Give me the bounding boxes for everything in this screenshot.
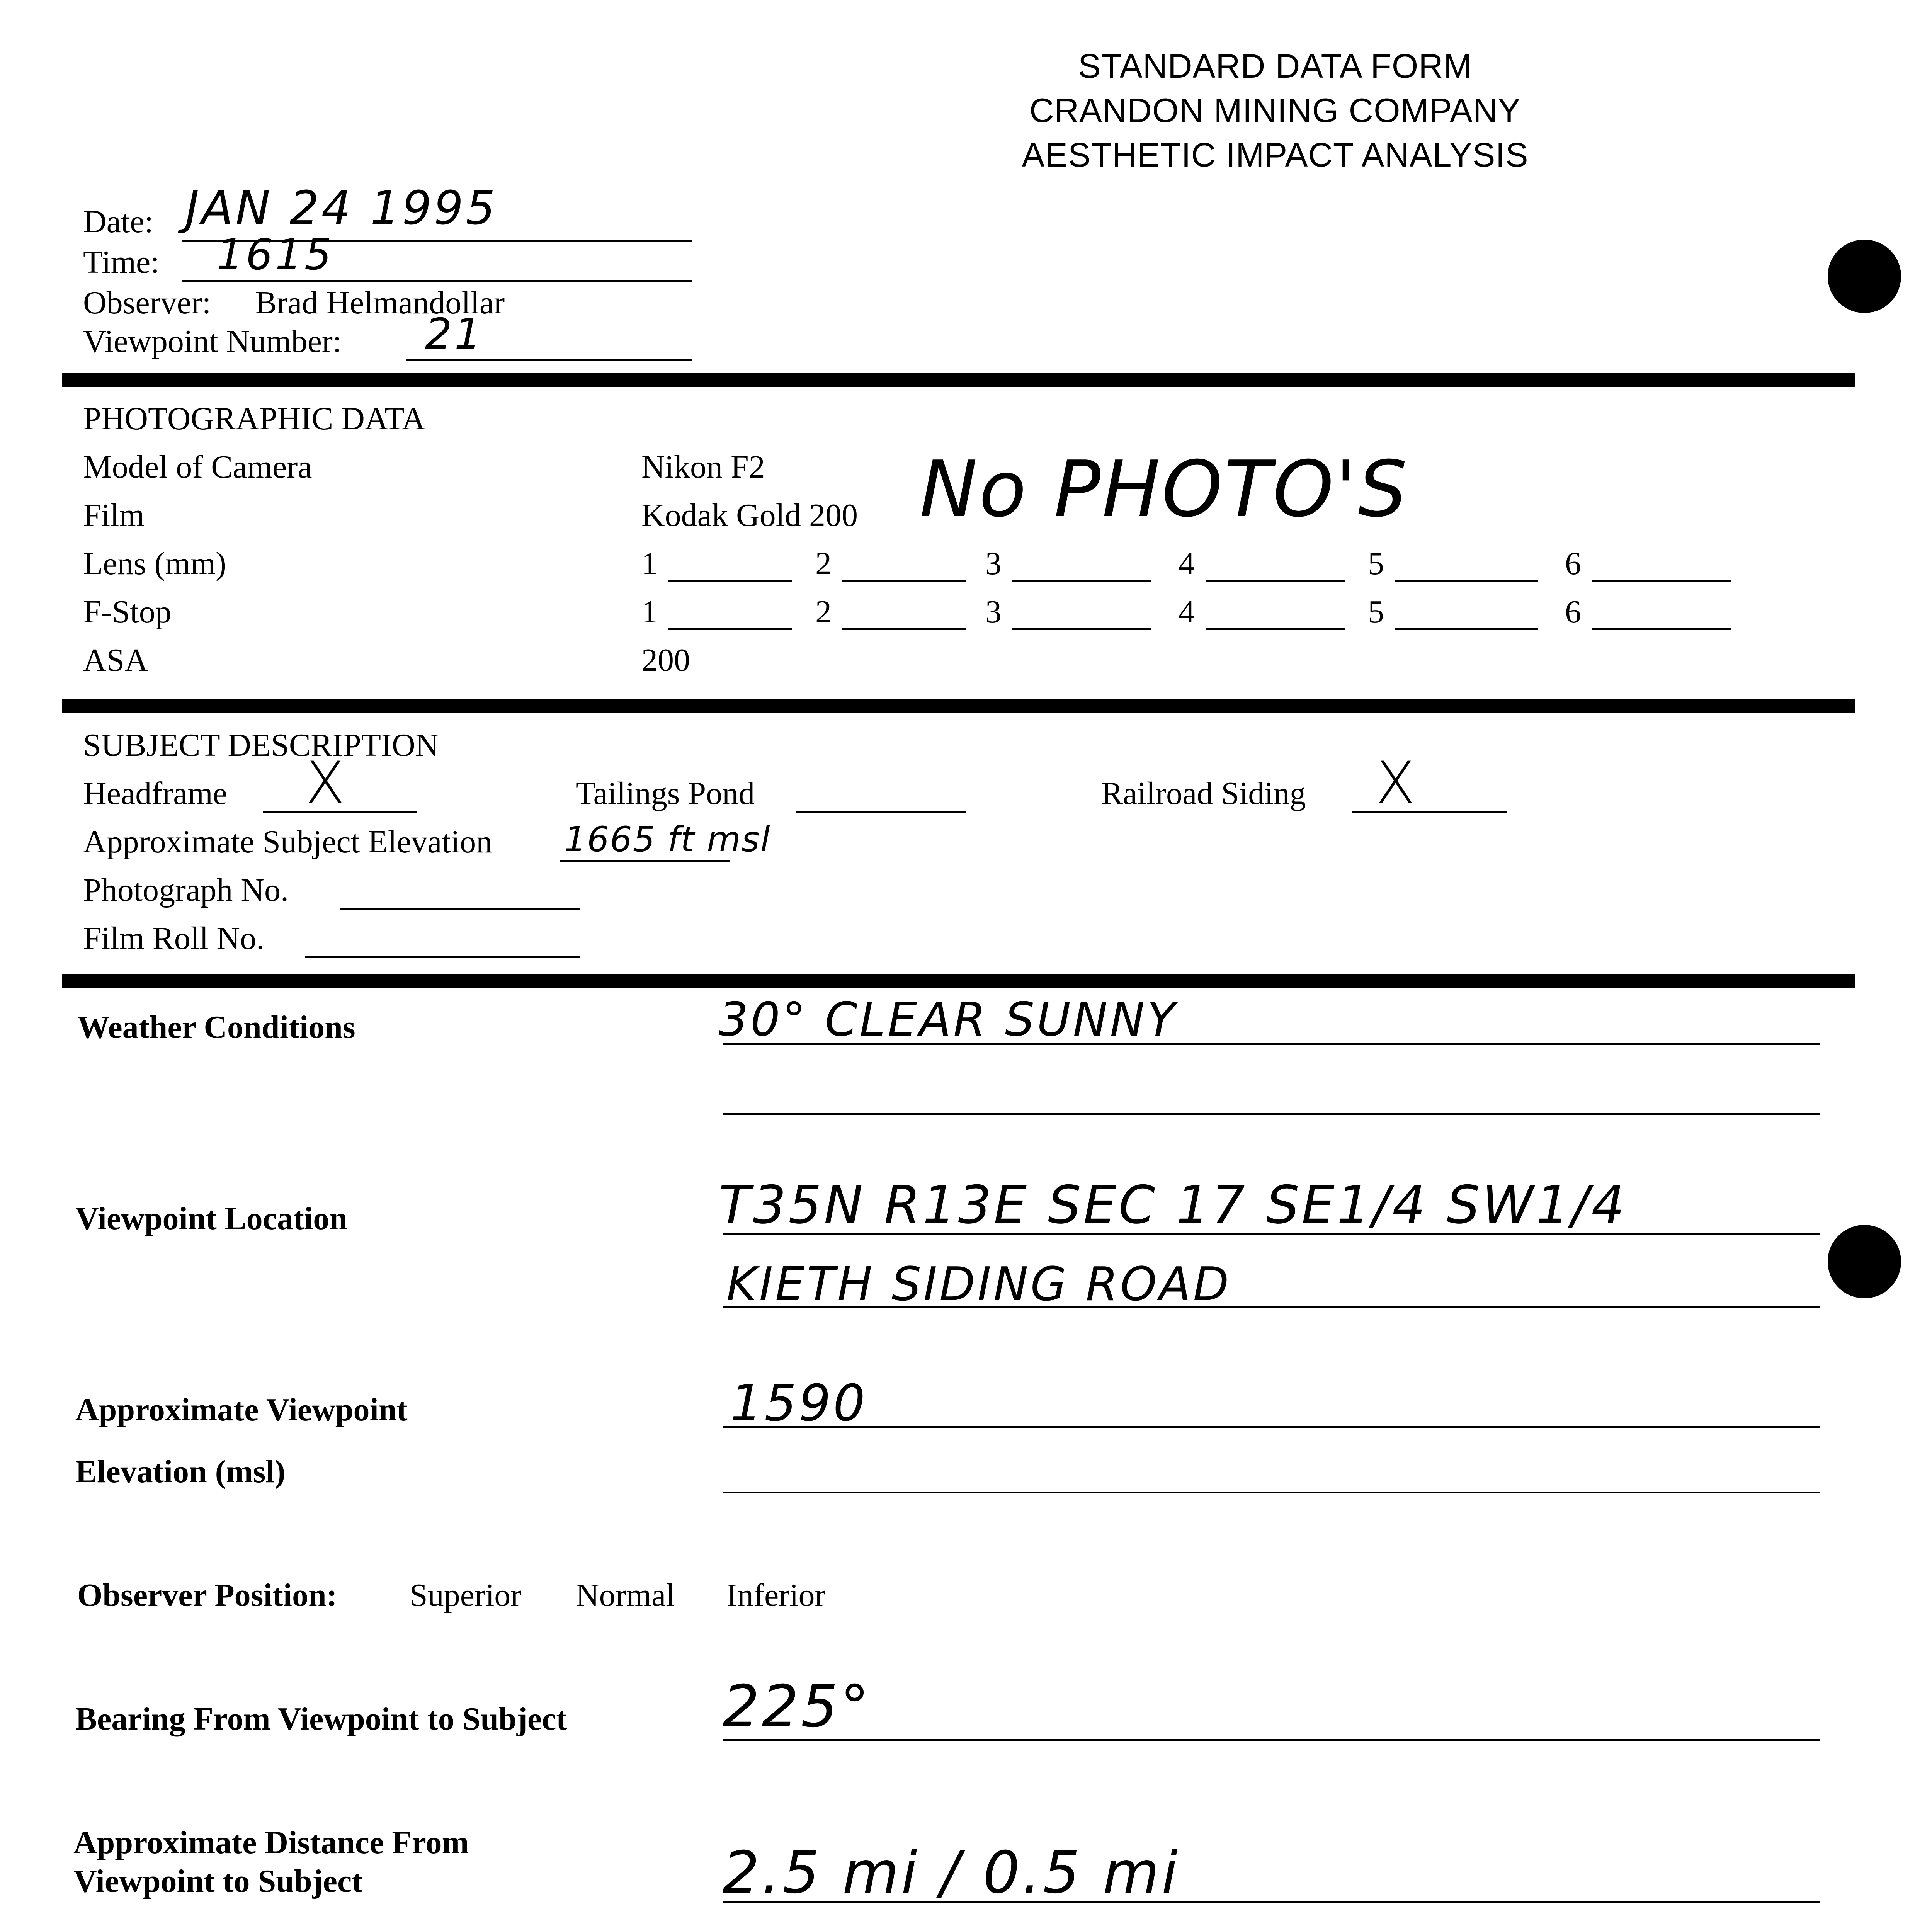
elevation-line-2 [723, 1492, 1820, 1493]
weather-label: Weather Conditions [77, 1009, 355, 1045]
date-value: JAN 24 1995 [185, 182, 498, 235]
headframe-mark: X [305, 750, 345, 817]
punch-hole-middle [1828, 1225, 1901, 1298]
subject-elevation-value: 1665 ft msl [564, 819, 771, 860]
asa-label: ASA [83, 642, 148, 678]
form-title: STANDARD DATA FORM [1078, 47, 1473, 85]
viewpoint-location-label: Viewpoint Location [75, 1201, 347, 1236]
film-value: Kodak Gold 200 [641, 497, 858, 533]
bearing-line [723, 1739, 1820, 1741]
fstop-slot-2-line [842, 628, 966, 630]
photographic-data-title: PHOTOGRAPHIC DATA [83, 401, 425, 437]
subject-elevation-line [560, 860, 730, 862]
section-divider-1 [62, 373, 1855, 387]
position-normal: Normal [576, 1577, 675, 1613]
camera-label: Model of Camera [83, 449, 312, 485]
viewpoint-elevation-label-2: Elevation (msl) [75, 1454, 286, 1490]
tailings-pond-line [796, 811, 966, 813]
film-roll-label: Film Roll No. [83, 920, 265, 956]
film-roll-line [305, 956, 580, 958]
distance-value: 2.5 mi / 0.5 mi [723, 1839, 1180, 1906]
fstop-slot-3-number: 3 [985, 594, 1002, 630]
viewpoint-elevation-value: 1590 [730, 1374, 867, 1432]
photograph-number-label: Photograph No. [83, 872, 289, 908]
bearing-label: Bearing From Viewpoint to Subject [75, 1701, 567, 1737]
fstop-slot-5-number: 5 [1368, 594, 1384, 630]
observer-position-label: Observer Position: [77, 1577, 337, 1613]
viewpoint-number-line [406, 359, 692, 361]
section-divider-3 [62, 974, 1855, 988]
railroad-siding-mark: X [1376, 750, 1415, 817]
lens-slot-4-number: 4 [1179, 546, 1195, 582]
observer-label: Observer: [83, 285, 211, 321]
lens-slot-5-line [1395, 580, 1538, 582]
film-label: Film [83, 497, 145, 533]
camera-value: Nikon F2 [641, 449, 765, 485]
lens-slot-6-line [1592, 580, 1731, 582]
section-divider-2 [62, 699, 1855, 713]
elevation-line-1 [723, 1426, 1820, 1428]
fstop-slot-6-number: 6 [1565, 594, 1581, 630]
time-value: 1615 [216, 230, 334, 279]
no-photos-note: No PHOTO'S [920, 444, 1409, 534]
railroad-siding-label: Railroad Siding [1101, 776, 1306, 811]
viewpoint-number-label: Viewpoint Number: [83, 323, 342, 359]
location-value-1: T35N R13E SEC 17 SE1/4 SW1/4 [719, 1175, 1627, 1235]
weather-value: 30° CLEAR SUNNY [719, 993, 1178, 1047]
fstop-label: F-Stop [83, 594, 172, 630]
lens-slot-4-line [1206, 580, 1345, 582]
headframe-label: Headframe [83, 776, 228, 811]
location-value-2: KIETH SIDING ROAD [726, 1258, 1231, 1311]
viewpoint-elevation-label-1: Approximate Viewpoint [75, 1392, 408, 1428]
position-superior: Superior [410, 1577, 522, 1613]
lens-slot-6-number: 6 [1565, 546, 1581, 582]
lens-slot-2-line [842, 580, 966, 582]
distance-label-2: Viewpoint to Subject [73, 1863, 363, 1899]
bearing-value: 225° [723, 1673, 872, 1740]
viewpoint-number-value: 21 [425, 309, 484, 359]
fstop-slot-6-line [1592, 628, 1731, 630]
tailings-pond-label: Tailings Pond [576, 776, 755, 811]
fstop-slot-2-number: 2 [815, 594, 832, 630]
weather-line-2 [723, 1113, 1820, 1115]
distance-label-1: Approximate Distance From [73, 1825, 469, 1861]
asa-value: 200 [641, 642, 690, 678]
fstop-slot-1-line [668, 628, 792, 630]
position-inferior: Inferior [726, 1577, 826, 1613]
lens-slot-2-number: 2 [815, 546, 832, 582]
fstop-slot-4-number: 4 [1179, 594, 1195, 630]
photograph-number-line [340, 908, 580, 910]
lens-slot-3-line [1012, 580, 1151, 582]
fstop-slot-5-line [1395, 628, 1538, 630]
subject-elevation-label: Approximate Subject Elevation [83, 824, 493, 860]
observer-value: Brad Helmandollar [255, 285, 505, 321]
lens-slot-1-number: 1 [641, 546, 658, 582]
fstop-slot-3-line [1012, 628, 1151, 630]
lens-label: Lens (mm) [83, 546, 226, 582]
form-subtitle: AESTHETIC IMPACT ANALYSIS [1022, 136, 1529, 174]
lens-slot-1-line [668, 580, 792, 582]
punch-hole-top [1828, 240, 1901, 313]
company-name: CRANDON MINING COMPANY [1029, 91, 1521, 129]
lens-slot-5-number: 5 [1368, 546, 1384, 582]
subject-description-title: SUBJECT DESCRIPTION [83, 727, 439, 763]
fstop-slot-4-line [1206, 628, 1345, 630]
fstop-slot-1-number: 1 [641, 594, 658, 630]
lens-slot-3-number: 3 [985, 546, 1002, 582]
date-label: Date: [83, 204, 153, 240]
time-line [182, 280, 692, 282]
time-label: Time: [83, 244, 160, 280]
